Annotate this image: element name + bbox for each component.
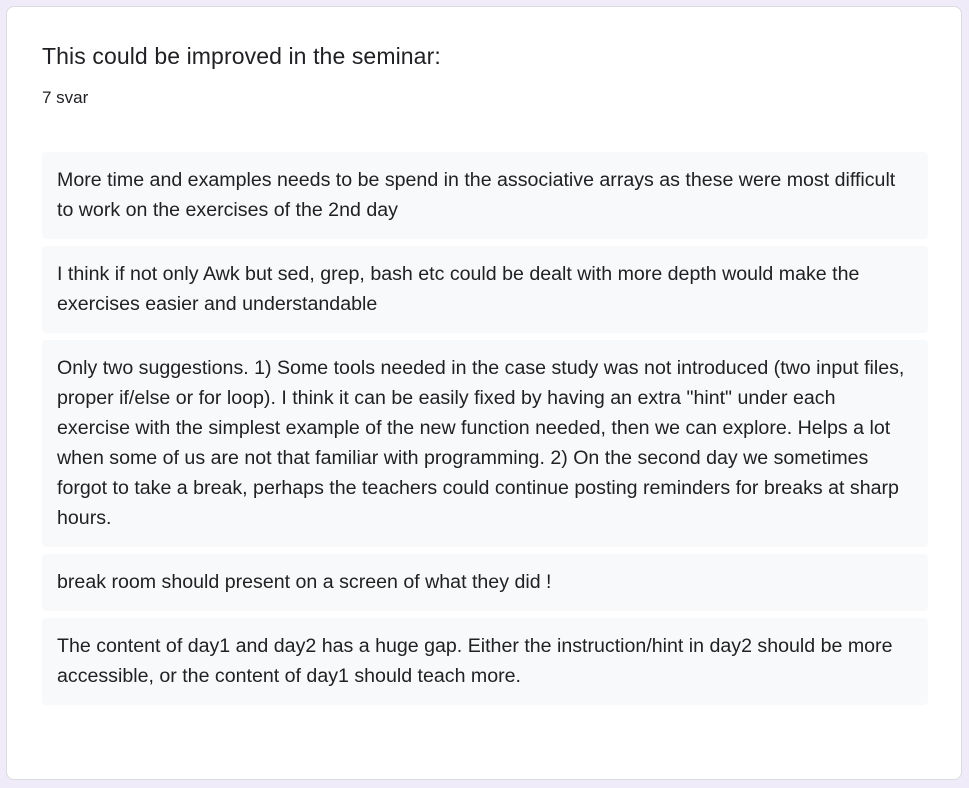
response-item: break room should present on a screen of what they did ! [42,554,928,611]
question-summary-card [6,6,962,780]
response-item: I think if not only Awk but sed, grep, bash etc could be dealt with more depth would make the exercises easier and understandable [42,246,928,333]
question-title: This could be improved in the seminar: [42,43,441,69]
response-item: More time and examples needs to be spend in the associative arrays as these were most difficult to work on the exercises of the 2nd day [42,152,928,239]
response-item: Only two suggestions. 1) Some tools needed in the case study was not introduced (two input files, proper if/else or for loop). I think it can be easily fixed by having an extra "hint" under each exercise with the simplest example of the new function needed, then we can explore. Helps a lot when some of us are not that familiar with programming. 2) On the second day we sometimes forgot to take a break, perhaps the teachers could continue posting reminders for breaks at sharp hours. [42,340,928,547]
response-count: 7 svar [42,88,89,107]
response-list[interactable] [42,152,928,745]
response-item: The content of day1 and day2 has a huge gap. Either the instruction/hint in day2 should be more accessible, or the content of day1 should teach more. [42,618,928,705]
